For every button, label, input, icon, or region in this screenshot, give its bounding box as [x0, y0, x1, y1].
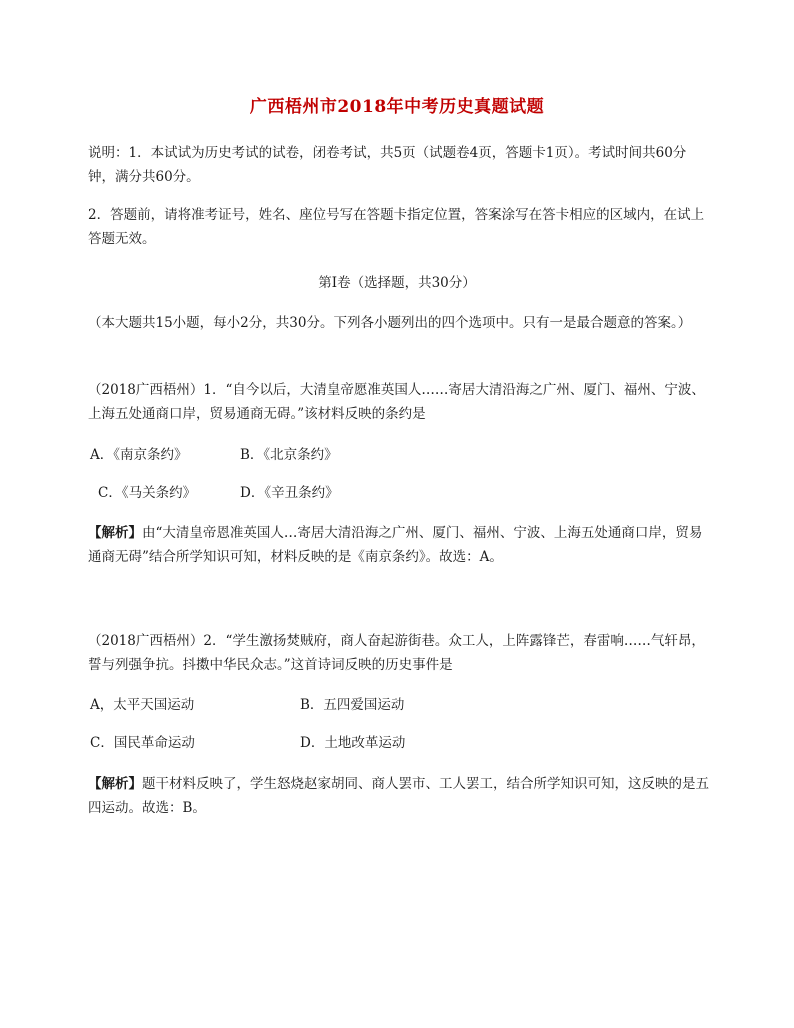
question-1-analysis	[88, 521, 713, 569]
analysis-label: 【解析】	[88, 525, 142, 541]
question-1-stem: （2018广西梧州）1．“自今以后，大清皇帝愿准英国人……寄居大清沿海之广州、厦门、福州、宁波、上海五处通商口岸，贸易通商无碍。”该材料反映的条约是	[88, 382, 705, 422]
question-2-options-row-1	[88, 693, 713, 717]
question-1-option-b: B．《北京条约》	[240, 447, 338, 463]
question-2-stem: （2018广西梧州）2．“学生激扬焚贼府，商人奋起游街巷。众工人，上阵露锋芒，春雷响……气轩昂，誓与列强争抗。抖擞中华民众志。”这首诗词反映的历史事件是	[88, 633, 705, 673]
instructions-line-2: 2．答题前，请将准考证号，姓名、座位号写在答题卡指定位置，答案涂写在答卡相应的区域内，在试上答题无效。	[88, 207, 705, 247]
question-1-option-a: A．《南京条约》	[90, 447, 188, 463]
question-2-option-a: A，太平天国运动	[90, 697, 195, 713]
question-2-option-d: D．土地改革运动	[300, 735, 406, 751]
instructions-line-1: 说明：1．本试试为历史考试的试卷，闭卷考试，共5页（试题卷4页，答题卡1页）。考试时间共60分钟，满分共60分。	[88, 145, 687, 185]
document-title: 广西梧州市2018年中考历史真题试题	[249, 97, 545, 117]
analysis-label: 【解析】	[88, 776, 142, 792]
question-1-options-row-1	[88, 443, 713, 467]
analysis-text: 题干材料反映了，学生怒烧赵家胡同、商人罢市、工人罢工，结合所学知识可知，这反映的是五四运动。故选：B。	[88, 776, 709, 816]
question-2-options-row-2	[88, 731, 713, 755]
question-1-option-d: D．《辛丑条约》	[240, 485, 339, 501]
question-2-option-b: B．五四爱国运动	[300, 697, 405, 713]
question-1-options-row-2	[88, 481, 713, 505]
section-heading: 第Ⅰ卷（选择题，共30分）	[318, 275, 476, 291]
question-1-option-c: C．《马关条约》	[98, 485, 197, 501]
analysis-text: 由“大清皇帝恩准英国人…寄居大清沿海之广州、厦门、福州、宁波、上海五处通商口岸，贸易通商无碍”结合所学知识可知，材料反映的是《南京条约》。故选：A。	[88, 525, 703, 565]
question-2-option-c: C．国民革命运动	[90, 735, 195, 751]
question-2-analysis	[88, 772, 713, 820]
section-note: （本大题共15小题，每小2分，共30分。下列各小题列出的四个选项中。只有一是最合题意的答案。）	[88, 315, 692, 331]
